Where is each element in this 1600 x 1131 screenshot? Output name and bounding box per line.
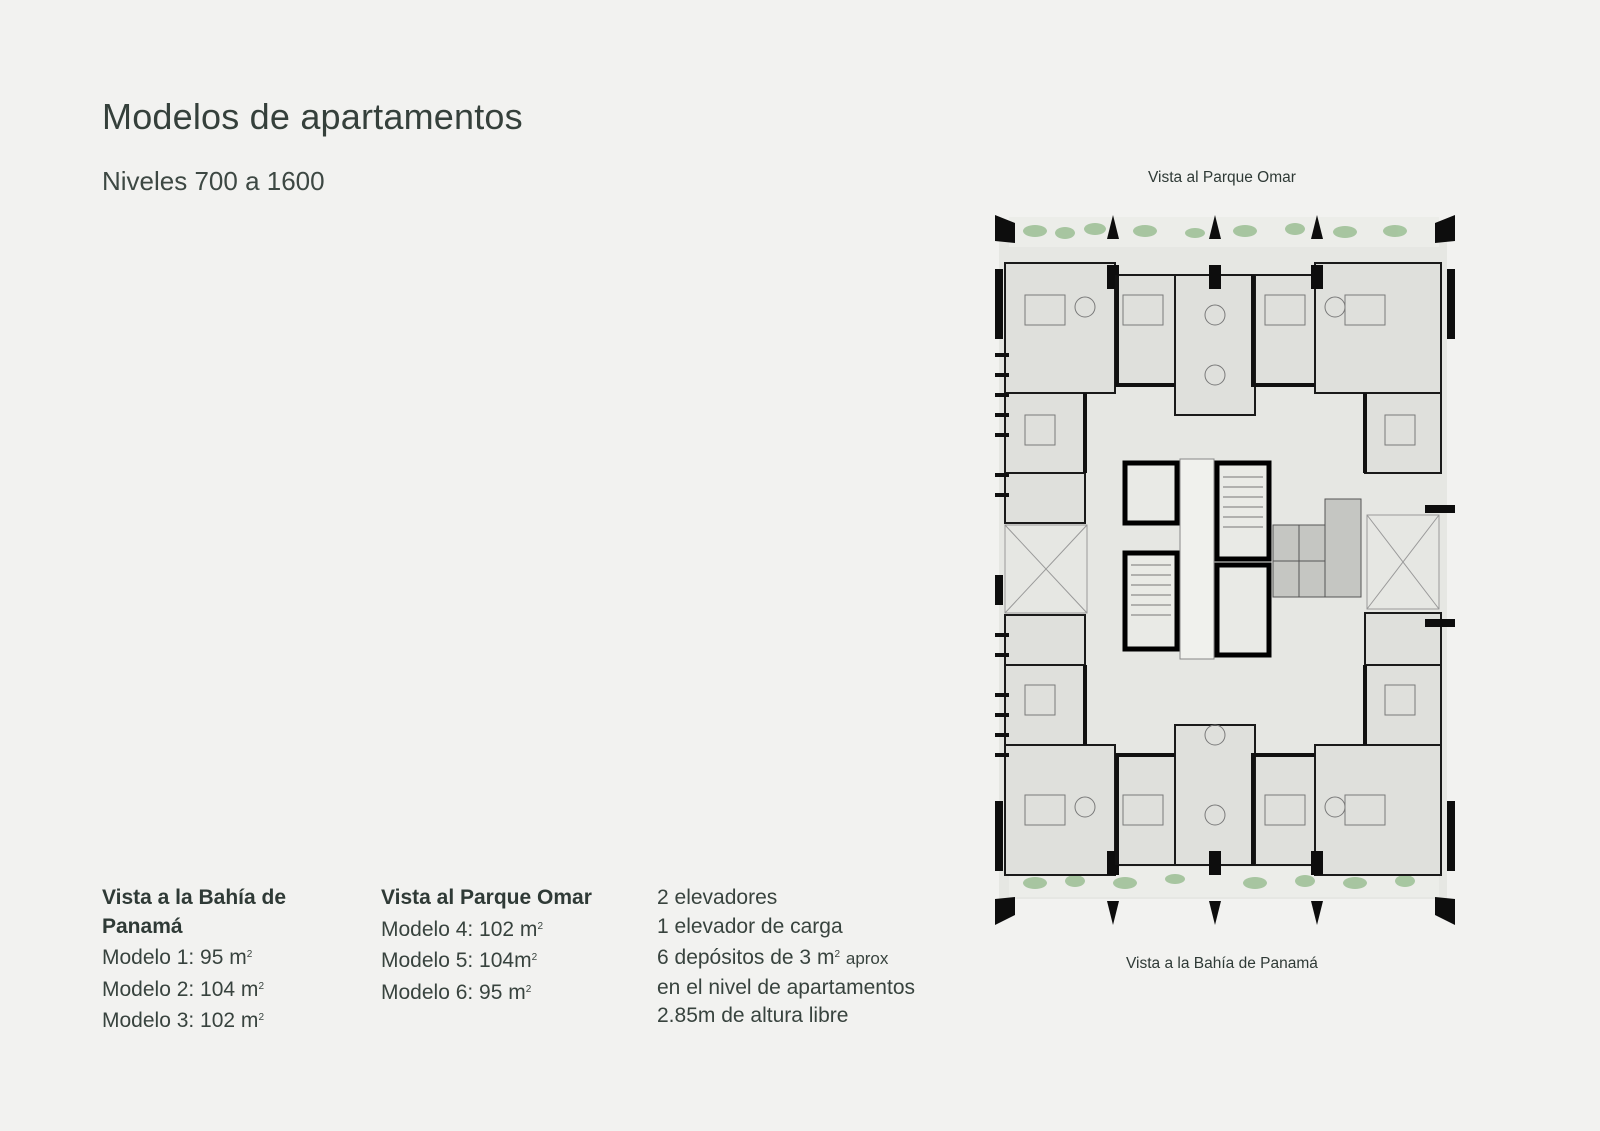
model-4-line: Modelo 4: 102 $m^2$ [381, 917, 543, 941]
park-view-heading: Vista al Parque Omar [381, 886, 592, 909]
ceiling-height-line: 2.85m de altura libre [657, 1004, 849, 1027]
elevators-line: 2 elevadores [657, 886, 778, 909]
info-column-park-view [381, 884, 601, 1007]
plan-label-top: Vista al Parque Omar [1148, 169, 1296, 186]
info-column-building-features [657, 884, 977, 1031]
model-3-line: Modelo 3: 102 $m^2$ [102, 1009, 264, 1032]
model-6-line: Modelo 6: 95 $m^2$ [381, 980, 532, 1004]
bay-view-heading: Vista a la Bahía de Panamá [102, 886, 287, 938]
plan-label-bottom: Vista a la Bahía de Panamá [1126, 955, 1318, 972]
storage-line: 6 depósitos de 3 $m^2$ aprox [657, 946, 889, 969]
freight-elevator-line: 1 elevador de carga [657, 914, 843, 938]
model-1-line: Modelo 1: 95 $m^2$ [102, 946, 253, 969]
model-5-line: Modelo 5: $104m^2$ [381, 949, 538, 972]
info-column-bay-view [102, 884, 322, 1036]
storage-location-line: en el nivel de apartamentos [657, 975, 915, 999]
page-subtitle: Niveles 700 a 1600 [102, 166, 325, 196]
floor-plan [995, 215, 1455, 925]
model-2-line: Modelo 2: 104 $m^2$ [102, 977, 264, 1001]
page-title: Modelos de apartamentos [102, 96, 523, 137]
